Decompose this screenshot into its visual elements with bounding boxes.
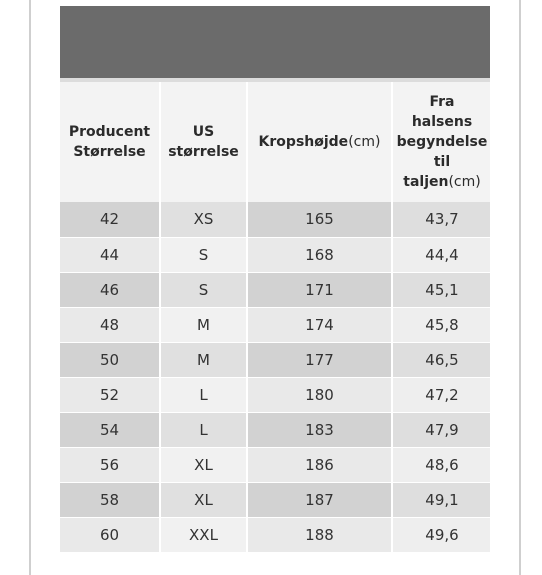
right-divider	[519, 0, 521, 575]
cell-us-size: S	[160, 272, 247, 307]
cell-us-size: XS	[160, 202, 247, 237]
cell-producer-size: 52	[60, 377, 160, 412]
table-row	[60, 482, 490, 517]
header-neck-line2: halsens	[411, 114, 473, 130]
cell-neck-to-waist: 45,1	[392, 272, 490, 307]
cell-neck-to-waist: 48,6	[392, 447, 490, 482]
cell-body-height: 188	[247, 517, 392, 552]
size-table	[60, 78, 490, 552]
table-row	[60, 517, 490, 552]
table-row	[60, 447, 490, 482]
cell-producer-size: 56	[60, 447, 160, 482]
left-divider	[29, 0, 31, 575]
cell-body-height: 186	[247, 447, 392, 482]
header-height-unit: (cm)	[348, 134, 381, 150]
header-producer-line1: Producent	[68, 124, 151, 140]
table-row	[60, 272, 490, 307]
cell-body-height: 165	[247, 202, 392, 237]
cell-body-height: 168	[247, 237, 392, 272]
header-neck-unit: (cm)	[448, 174, 481, 190]
header-us-size	[160, 80, 247, 202]
cell-us-size: XL	[160, 447, 247, 482]
cell-body-height: 177	[247, 342, 392, 377]
header-us-line1: US	[192, 124, 215, 140]
cell-body-height: 180	[247, 377, 392, 412]
cell-body-height: 174	[247, 307, 392, 342]
cell-neck-to-waist: 49,6	[392, 517, 490, 552]
header-neck-line3: begyndelse	[396, 134, 488, 150]
cell-body-height: 171	[247, 272, 392, 307]
header-neck-line1: Fra	[429, 94, 455, 110]
cell-neck-to-waist: 45,8	[392, 307, 490, 342]
table-row	[60, 377, 490, 412]
header-neck-to-waist	[392, 80, 490, 202]
table-row	[60, 202, 490, 237]
cell-body-height: 187	[247, 482, 392, 517]
cell-producer-size: 48	[60, 307, 160, 342]
header-us-line2: størrelse	[168, 144, 239, 160]
cell-neck-to-waist: 49,1	[392, 482, 490, 517]
cell-body-height: 183	[247, 412, 392, 447]
size-table-container	[60, 78, 490, 552]
table-row	[60, 237, 490, 272]
cell-producer-size: 58	[60, 482, 160, 517]
header-banner	[60, 6, 490, 78]
header-producer-line2: Størrelse	[73, 144, 146, 160]
cell-us-size: L	[160, 412, 247, 447]
cell-neck-to-waist: 46,5	[392, 342, 490, 377]
size-table-body	[60, 202, 490, 552]
header-producer-size	[60, 80, 160, 202]
cell-neck-to-waist: 47,2	[392, 377, 490, 412]
header-body-height	[247, 80, 392, 202]
cell-producer-size: 42	[60, 202, 160, 237]
cell-producer-size: 60	[60, 517, 160, 552]
cell-producer-size: 54	[60, 412, 160, 447]
table-row	[60, 342, 490, 377]
cell-us-size: XXL	[160, 517, 247, 552]
cell-us-size: M	[160, 342, 247, 377]
cell-producer-size: 50	[60, 342, 160, 377]
cell-us-size: XL	[160, 482, 247, 517]
cell-us-size: S	[160, 237, 247, 272]
header-height-label: Kropshøjde	[258, 134, 349, 150]
cell-us-size: L	[160, 377, 247, 412]
cell-neck-to-waist: 44,4	[392, 237, 490, 272]
cell-us-size: M	[160, 307, 247, 342]
table-row	[60, 307, 490, 342]
cell-producer-size: 46	[60, 272, 160, 307]
size-table-header	[60, 80, 490, 202]
header-row	[60, 80, 490, 202]
header-neck-line5: taljen	[403, 174, 449, 190]
cell-producer-size: 44	[60, 237, 160, 272]
cell-neck-to-waist: 47,9	[392, 412, 490, 447]
header-neck-line4: til	[433, 154, 451, 170]
table-row	[60, 412, 490, 447]
cell-neck-to-waist: 43,7	[392, 202, 490, 237]
